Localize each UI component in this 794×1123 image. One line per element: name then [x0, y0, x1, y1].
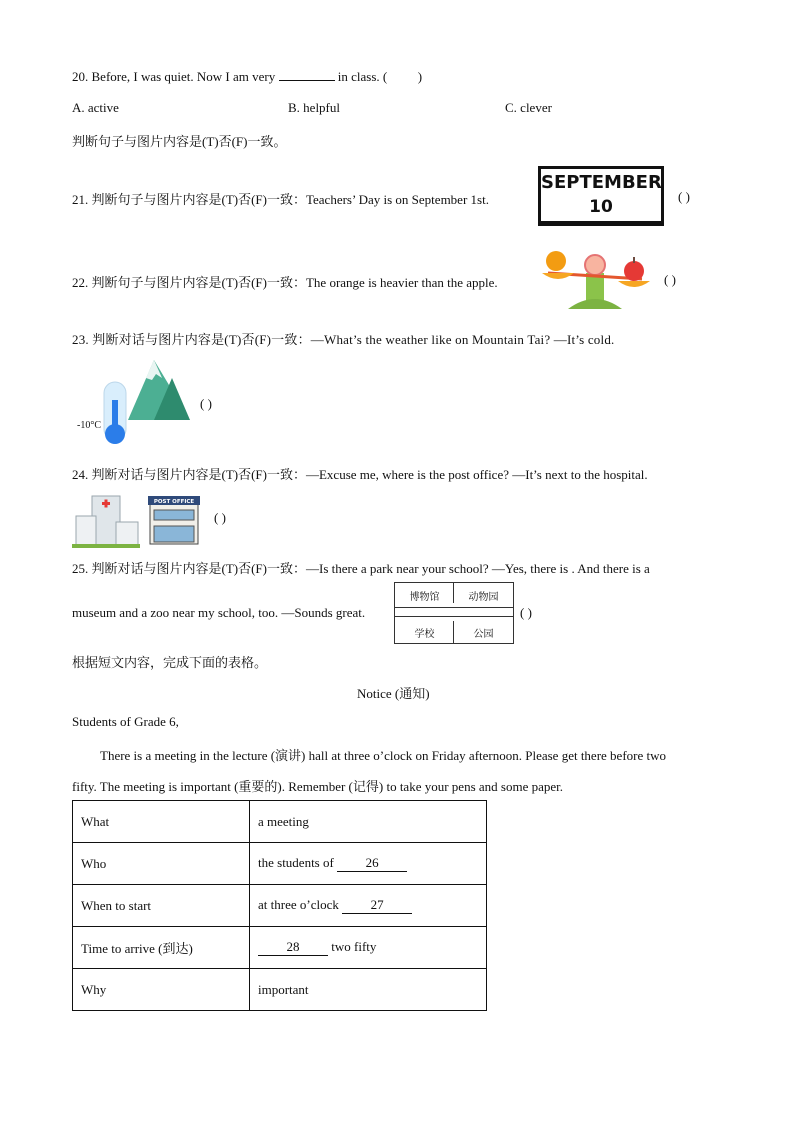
q21-answer-paren[interactable]: ( ): [678, 189, 690, 204]
table-value-what: [250, 801, 487, 843]
september-calendar-sign: [538, 166, 664, 224]
scale-dial: [585, 255, 605, 275]
apple-icon: [624, 261, 644, 281]
map-line-top: [453, 583, 454, 603]
blank-27[interactable]: 27: [342, 897, 412, 914]
q25-text-line1: 25. 判断对话与图片内容是(T)否(F)一致：—Is there a park near your school? —Yes, there is . And there is a: [72, 561, 650, 576]
table-value-who: [250, 843, 487, 885]
cold-mountain-image: [98, 358, 190, 450]
table-label-arrive: Time to arrive (到达): [73, 927, 250, 969]
table-label-when: When to start: [73, 885, 250, 927]
map-line-bottom: [453, 621, 454, 643]
map-park: 公园: [473, 629, 494, 640]
temperature-label: -10°C: [77, 420, 101, 431]
calendar-day: 10: [589, 197, 613, 217]
q20-option-b[interactable]: B. helpful: [288, 100, 340, 115]
scale-base: [568, 299, 622, 309]
cross-v: [105, 500, 108, 508]
blank-26[interactable]: 26: [337, 855, 407, 872]
orange-icon: [546, 251, 566, 271]
q24-text: 24. 判断对话与图片内容是(T)否(F)一致：—Excuse me, where is the post office? —It’s next to the hospital.: [72, 467, 648, 482]
notice-title: Notice (通知): [357, 686, 430, 701]
map-museum: 博物馆: [409, 592, 440, 603]
left-pan: [542, 273, 574, 279]
apple-stem: [633, 257, 635, 263]
table-value-text: a meeting: [258, 813, 309, 829]
notice-table: [72, 800, 487, 1011]
q20-paren-close: ): [417, 69, 423, 84]
table-row: [73, 969, 487, 1011]
table-value-when: [250, 885, 487, 927]
post-office-door: [154, 526, 194, 542]
q23-text: 23. 判断对话与图片内容是(T)否(F)一致：—What’s the weather like on Mountain Tai? —It’s cold.: [72, 332, 615, 347]
q23-answer-paren[interactable]: ( ): [200, 396, 212, 411]
table-label-what: What: [73, 801, 250, 843]
q22-text: 22. 判断句子与图片内容是(T)否(F)一致：The orange is heavier than the apple.: [72, 275, 498, 290]
right-pan: [618, 281, 650, 287]
q25-answer-paren[interactable]: ( ): [520, 605, 532, 620]
section1-instruction: 判断句子与图片内容是(T)否(F)一致。: [72, 134, 287, 149]
map-diagram: [394, 582, 514, 644]
table-value-text: at three o’clock: [258, 897, 343, 912]
table-row: [73, 843, 487, 885]
notice-greeting: Students of Grade 6,: [72, 714, 179, 729]
calendar-month: SEPTEMBER: [541, 172, 662, 193]
q20-option-a[interactable]: A. active: [72, 100, 119, 115]
notice-body-line1: There is a meeting in the lecture (演讲) hall at three o’clock on Friday afternoon. Please get there before two: [100, 748, 667, 763]
q25-text-line2: museum and a zoo near my school, too. —Sounds great.: [72, 605, 366, 620]
table-label-who: Who: [73, 843, 250, 885]
q20-text-after: in class. (: [337, 69, 388, 84]
balance-scale-image: [538, 243, 652, 315]
post-office-sign-text: POST OFFICE: [153, 499, 195, 505]
section2-instruction: 根据短文内容，完成下面的表格。: [72, 655, 268, 670]
thermometer-bulb: [105, 424, 125, 444]
table-value-arrive: [250, 927, 487, 969]
map-road-1: [395, 607, 513, 608]
q20-stem: [72, 68, 422, 85]
map-road-2: [395, 616, 513, 617]
ground: [72, 544, 140, 548]
map-zoo: 动物园: [468, 592, 499, 603]
q22-answer-paren[interactable]: ( ): [664, 272, 676, 287]
hospital-wing-left: [76, 516, 96, 546]
hospital-wing-right: [116, 522, 138, 546]
table-row: [73, 927, 487, 969]
table-value-text: two fifty: [328, 939, 377, 954]
post-office-windows: [154, 510, 194, 520]
q24-answer-paren[interactable]: ( ): [214, 510, 226, 525]
q21-text: 21. 判断句子与图片内容是(T)否(F)一致：Teachers’ Day is on September 1st.: [72, 192, 489, 207]
table-label-why: Why: [73, 969, 250, 1011]
table-row: [73, 801, 487, 843]
table-value-why: [250, 969, 487, 1011]
post-office-image: [148, 494, 200, 546]
notice-body-line2: fifty. The meeting is important (重要的). Remember (记得) to take your pens and some paper.: [72, 779, 563, 794]
q20-option-c[interactable]: C. clever: [505, 100, 552, 115]
q20-answer-blank[interactable]: [279, 68, 335, 81]
table-value-text: the students of: [258, 855, 338, 870]
q20-text-before: 20. Before, I was quiet. Now I am very: [72, 69, 276, 84]
map-school: 学校: [414, 629, 435, 640]
table-value-text: important: [258, 981, 309, 997]
table-row: [73, 885, 487, 927]
hospital-image: [72, 494, 140, 548]
blank-28[interactable]: 28: [258, 939, 328, 956]
